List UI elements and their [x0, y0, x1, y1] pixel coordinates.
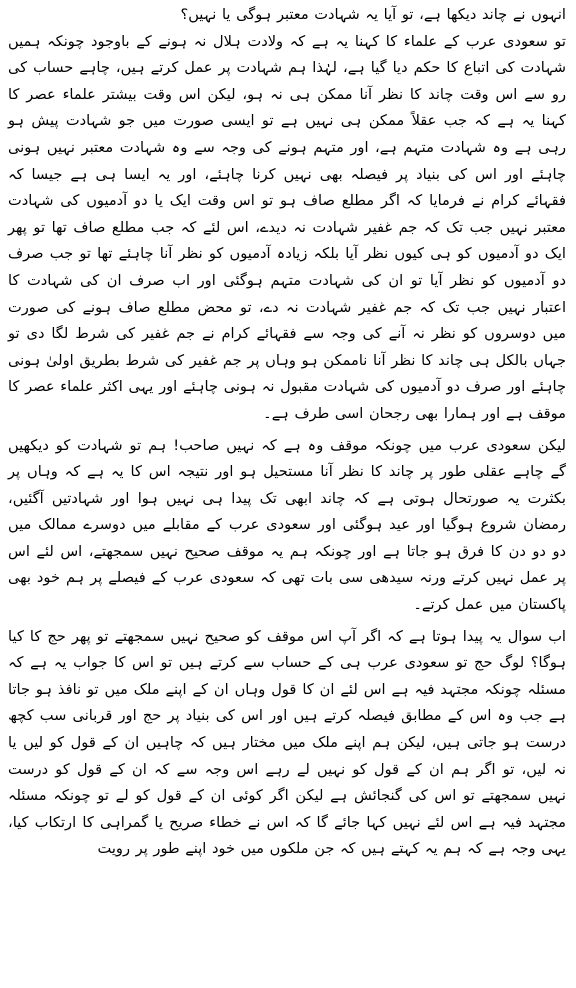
paragraph-saudi-position: تو سعودی عرب کے علماء کا کہنا یہ ہے کہ ولادت ہلال نہ ہونے کے باوجود چونکہ ہمیں شہادت کی اتباع کا حکم دیا گیا ہے، لہٰذا ہم شہادت پر عمل کرتے ہیں، چاہے حساب کی رو سے اس وقت چاند کا نظر آنا ممکن ہی نہ ہو، لیکن اس وقت بیشتر علماء عصر کا کہنا یہ ہے کہ جب عقلاً ممکن ہی نہیں ہے تو ایسی صورت میں جو شہادت پیش ہو رہی ہے وہ شہادت متہم ہے، اور متہم ہونے کی وجہ سے وہ شہادت معتبر نہیں ہونی چاہئے اور اس کی بنیاد پر فیصلہ بھی نہیں کرنا چاہئے، اور یہ ایسا ہی ہے جیسا کہ فقہائے کرام نے فرمایا کہ اگر مطلع صاف ہو تو اس وقت ایک یا دو آدمیوں کی شہادت معتبر نہیں جب تک کہ جم غفیر شہادت نہ دیدے، اس لئے کہ جب مطلع صاف تھا تو پھر ایک دو آدمیوں کو ہی کیوں نظر آیا بلکہ زیادہ آدمیوں کو نظر آنا چاہئے تھا تو جب صرف دو آدمیوں کو نظر آیا تو ان کی شہادت متہم ہوگئی اور اب صرف ان کی شہادت کا اعتبار نہیں جب تک کہ جم غفیر شہادت نہ دے، تو محض مطلع صاف ہونے کی صورت میں دوسروں کو نظر نہ آنے کی وجہ سے فقہائے کرام نے جم غفیر کی شرط لگا دی تو جہاں بالکل ہی چاند کا نظر آنا ناممکن ہو وہاں پر جم غفیر کی شرط بطریق اولیٰ ہونی چاہئے اور صرف دو آدمیوں کی شہادت مقبول نہ ہونی چاہئے اور یہی اکثر علماء عصر کا موقف ہے اور ہمارا بھی رجحان اسی طرف ہے۔: [8, 32, 566, 422]
paragraph-question: انہوں نے چاند دیکھا ہے، تو آیا یہ شہادت معتبر ہوگی یا نہیں؟: [180, 6, 566, 23]
paragraph-hajj-question: اب سوال یہ پیدا ہوتا ہے کہ اگر آپ اس موقف کو صحیح نہیں سمجھتے تو پھر حج کا کیا ہوگا؟ لوگ حج تو سعودی عرب ہی کے حساب سے کرتے ہیں تو اس کا جواب یہ ہے کہ مسئلہ چونکہ مجتہد فیہ ہے اس لئے ان کا قول وہاں ان کے اپنے ملک میں تو نافذ ہو جاتا ہے جب وہ اس کے مطابق فیصلہ کرتے ہیں اور اس کی بنیاد پر حج اور قربانی سب کچھ درست ہو جاتی ہیں، لیکن ہم اپنے ملک میں مختار ہیں کہ چاہیں ان کے قول کو لیں یا نہ لیں، تو اگر ہم ان کے قول کو نہیں لے رہے اس وجہ سے کہ ان کے قول کو درست نہیں سمجھتے تو اس کی گنجائش ہے لیکن اگر کوئی ان کے قول کو لے تو چونکہ مسئلہ مجتہد فیہ ہے اس لئے نہیں کہا جائے گا کہ اس نے خطاء صریح یا گمراہی کا ارتکاب کیا، یہی وجہ ہے کہ ہم یہ کہتے ہیں کہ جن ملکوں میں خود اپنے طور پر رویت: [8, 627, 566, 858]
paragraph-saudi-practice: لیکن سعودی عرب میں چونکہ موقف وہ ہے کہ نہیں صاحب! ہم تو شہادت کو دیکھیں گے چاہے عقلی طور پر چاند کا نظر آنا مستحیل ہو اور نتیجہ اس کا یہ ہے کہ وہاں پر بکثرت یہ صورتحال ہوتی ہے کہ چاند ابھی تک پیدا ہی نہیں ہوا اور شہادتیں آگئیں، رمضان شروع ہوگیا اور عید ہوگئی اور سعودی عرب کے مقابلے میں دوسرے ممالک میں دو دو دن کا فرق ہو جاتا ہے اور چونکہ ہم یہ موقف صحیح نہیں سمجھتے، اس لئے اس پر عمل نہیں کرتے ورنہ سیدھی سی بات تھی کہ سعودی عرب کے فیصلے پر ہم خود بھی پاکستان میں عمل کرتے۔: [8, 436, 566, 614]
